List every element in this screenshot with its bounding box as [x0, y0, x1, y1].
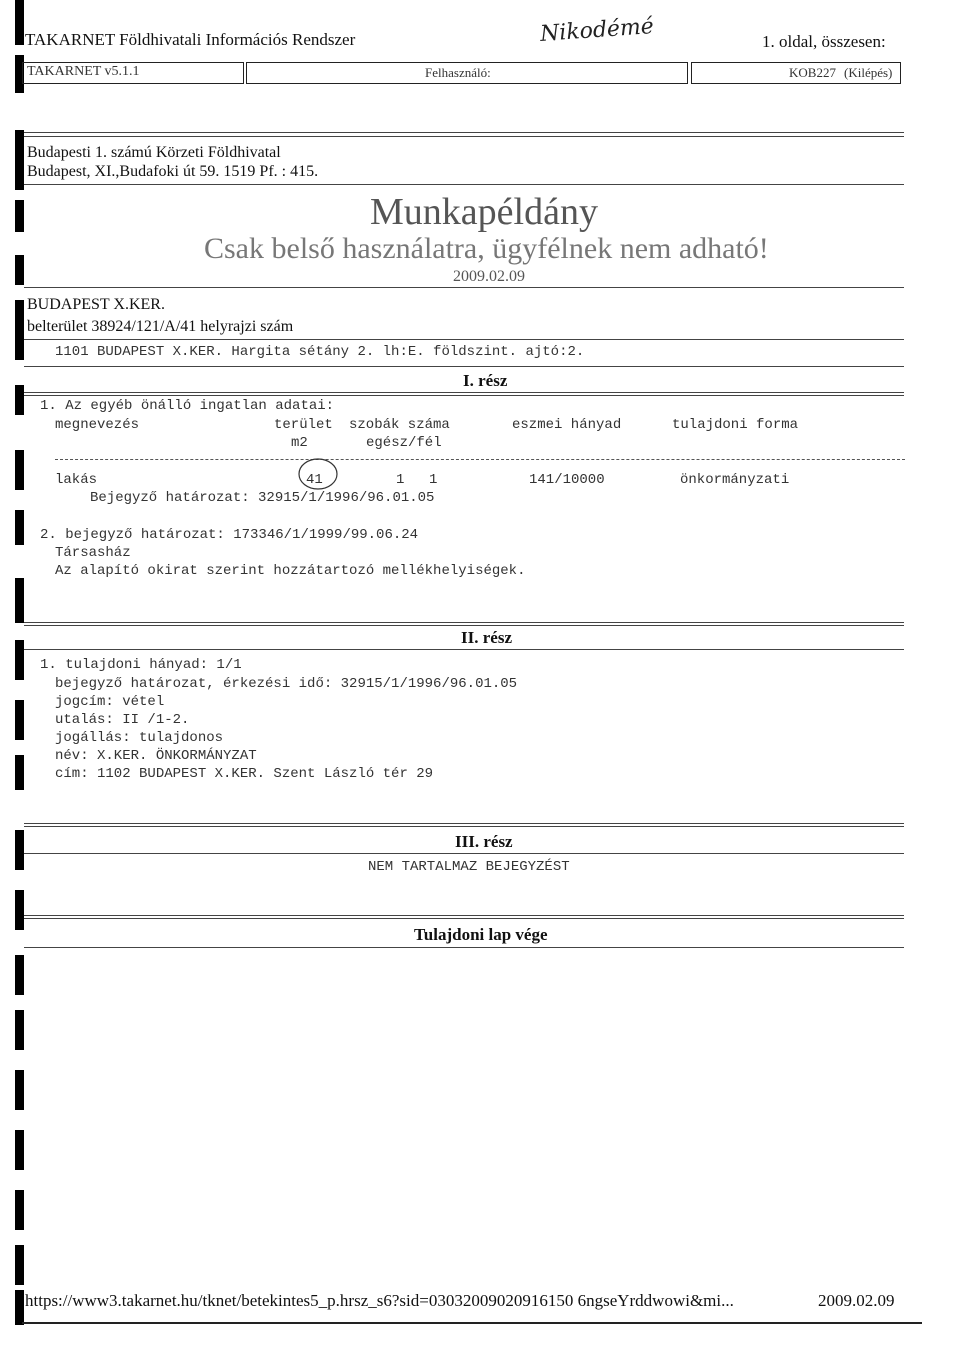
office-name: Budapesti 1. számú Körzeti Földhivatal	[27, 144, 281, 161]
handwritten-signature: Nikodémé	[539, 14, 655, 47]
stamp-title: Munkapéldány	[370, 191, 598, 233]
binding-bar	[15, 300, 24, 360]
divider	[24, 947, 904, 948]
divider	[24, 287, 904, 288]
footer-url: https://www3.takarnet.hu/tknet/betekintes5_p.hrsz_s6?sid=03032009020916150 6ngseYrddwowi&mi...	[25, 1291, 734, 1310]
binding-bar	[15, 200, 24, 232]
row-resolution: Bejegyző határozat: 32915/1/1996/96.01.05	[90, 490, 435, 506]
property-lot: belterület 38924/121/A/41 helyrajzi szám	[27, 318, 294, 335]
binding-bar	[15, 1245, 24, 1285]
divider	[24, 625, 904, 626]
part2-reference: utalás: II /1-2.	[55, 712, 190, 728]
divider	[24, 853, 904, 854]
stamp-date: 2009.02.09	[453, 268, 525, 285]
divider	[24, 395, 904, 396]
part2-share: 1. tulajdoni hányad: 1/1	[40, 657, 242, 673]
binding-bar	[15, 1190, 24, 1230]
row-share: 141/10000	[529, 472, 605, 488]
binding-bar	[15, 890, 24, 930]
binding-bar	[15, 1070, 24, 1110]
divider	[24, 918, 904, 919]
item2-type: Társasház	[55, 545, 131, 561]
col-rooms: szobák száma	[349, 417, 450, 433]
item2-resolution: 2. bejegyző határozat: 173346/1/1999/99.06.24	[40, 527, 419, 543]
row-form: önkormányzati	[680, 472, 790, 488]
divider	[24, 132, 904, 133]
end-note: Tulajdoni lap vége	[414, 925, 548, 944]
divider	[24, 915, 904, 916]
logout-link[interactable]: (Kilépés)	[844, 65, 893, 80]
divider	[24, 366, 904, 367]
part2-owner-name: név: X.KER. ÖNKORMÁNYZAT	[55, 748, 257, 764]
divider	[24, 392, 904, 393]
divider	[24, 649, 904, 650]
footer-date: 2009.02.09	[818, 1291, 895, 1310]
divider	[24, 622, 904, 623]
binding-bar	[15, 130, 24, 190]
divider	[24, 826, 904, 827]
binding-bar	[15, 640, 24, 680]
app-title: TAKARNET Földhivatali Információs Rendszer	[25, 30, 356, 49]
part2-status: jogállás: tulajdonos	[55, 730, 224, 746]
bottom-edge	[22, 1322, 922, 1324]
part3-note: NEM TARTALMAZ BEJEGYZÉST	[368, 859, 570, 875]
binding-bar	[15, 578, 24, 623]
user-label: Felhasználó:	[425, 65, 491, 80]
divider	[24, 184, 904, 185]
binding-bar	[15, 0, 24, 45]
binding-bar	[15, 955, 24, 995]
part2-heading: II. rész	[461, 628, 512, 647]
item2-note: Az alapító okirat szerint hozzátartozó mellékhelyiségek.	[55, 563, 526, 579]
office-address: Budapest, XI.,Budafoki út 59. 1519 Pf. : 415.	[27, 163, 319, 180]
page-info: 1. oldal, összesen:	[762, 32, 886, 51]
binding-bar	[15, 450, 24, 490]
part2-title: jogcím: vétel	[55, 694, 165, 710]
binding-bar	[15, 755, 24, 790]
binding-bar	[15, 255, 24, 285]
binding-bar	[15, 830, 24, 870]
col-form: tulajdoni forma	[672, 417, 799, 433]
dashed-divider	[55, 459, 905, 460]
part2-owner-address: cím: 1102 BUDAPEST X.KER. Szent László tér 29	[55, 766, 434, 782]
divider	[24, 823, 904, 824]
row-rooms-whole: 1	[396, 472, 405, 488]
col-area-unit: m2	[291, 435, 308, 451]
col-area: terület	[274, 417, 333, 433]
binding-bar	[15, 700, 24, 740]
stamp-subtitle: Csak belső használatra, ügyfélnek nem adható!	[204, 232, 769, 265]
row-name: lakás	[55, 472, 98, 488]
property-address: 1101 BUDAPEST X.KER. Hargita sétány 2. lh:E. földszint. ajtó:2.	[55, 344, 585, 360]
col-name: megnevezés	[55, 417, 140, 433]
divider	[24, 339, 904, 340]
binding-bar	[15, 1130, 24, 1170]
part1-heading: I. rész	[463, 371, 508, 390]
binding-bar	[15, 510, 24, 545]
row-area: 41	[306, 472, 323, 488]
version-label: TAKARNET v5.1.1	[27, 64, 140, 79]
part1-intro: 1. Az egyéb önálló ingatlan adatai:	[40, 398, 335, 414]
col-rooms-sub: egész/fél	[366, 435, 442, 451]
binding-bar	[15, 1010, 24, 1050]
divider	[24, 136, 904, 137]
part2-resolution: bejegyző határozat, érkezési idő: 32915/1/1996/96.01.05	[55, 676, 518, 692]
col-share: eszmei hányad	[512, 417, 622, 433]
binding-bar	[15, 385, 24, 415]
row-rooms-half: 1	[429, 472, 438, 488]
binding-bar	[15, 1290, 24, 1325]
property-district: BUDAPEST X.KER.	[27, 296, 165, 313]
user-id: KOB227	[789, 65, 836, 80]
part3-heading: III. rész	[455, 832, 513, 851]
